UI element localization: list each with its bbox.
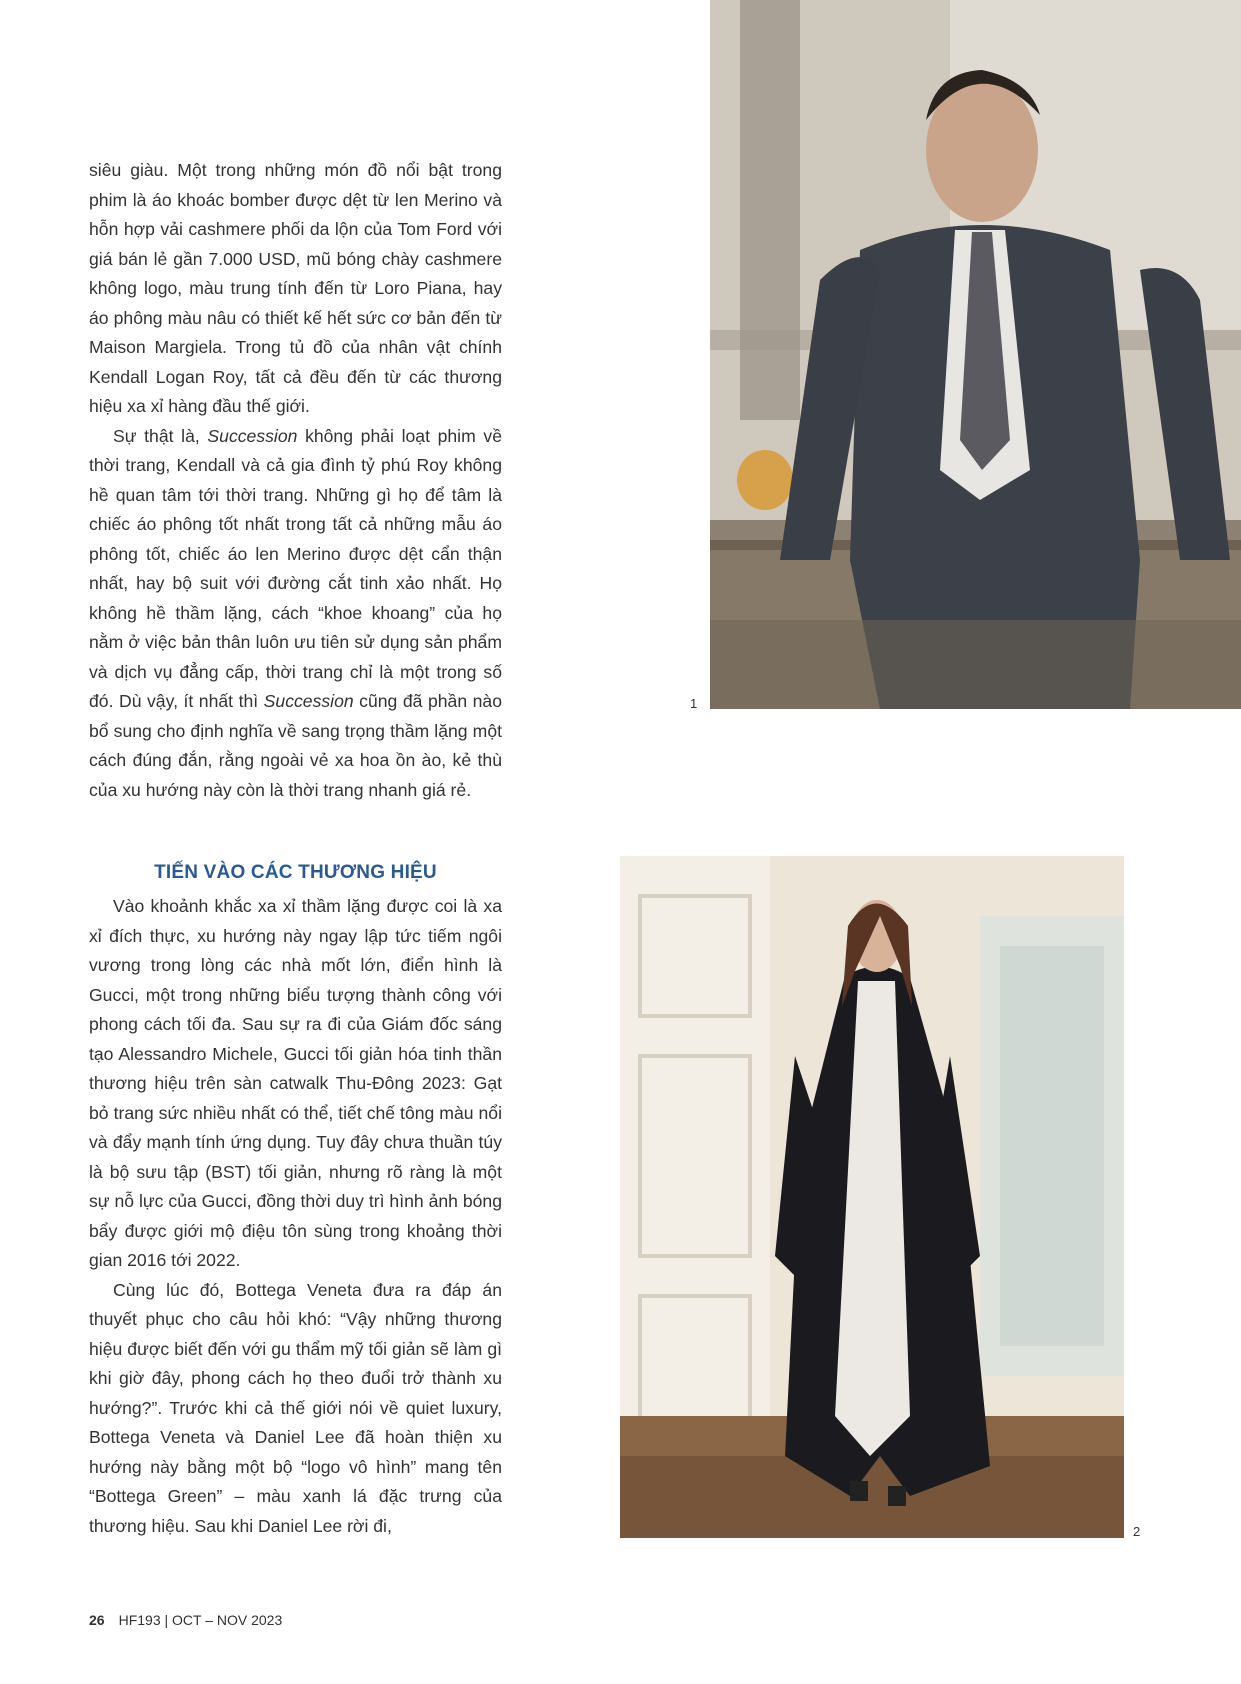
paragraph: siêu giàu. Một trong những món đồ nổi bật trong phim là áo khoác bomber được dệt từ len Merino và hỗn hợp vải cashmere phối da lộn của Tom Ford với giá bán lẻ gần 7.000 USD, mũ bóng chày cashmere không logo, màu trung tính đến từ Loro Piana, hay áo phông màu nâu có thiết kế hết sức cơ bản đến từ Maison Margiela. Trong tủ đồ của nhân vật chính Kendall Logan Roy, tất cả đều đến từ các thương hiệu xa xỉ hàng đầu thế giới.	[89, 160, 502, 416]
photo-woman-in-long-coat-illustration	[620, 856, 1124, 1538]
paragraph: Cùng lúc đó, Bottega Veneta đưa ra đáp án thuyết phục cho câu hỏi khó: “Vậy những thương hiệu được biết đến với gu thẩm mỹ tối giản sẽ làm gì khi giờ đây, phong cách họ theo đuổi trở thành xu hướng?”. Trước khi cả thế giới nói về quiet luxury, Bottega Veneta và Daniel Lee đã hoàn thiện xu hướng này bằng một bộ “logo vô hình” mang tên “Bottega Green” – màu xanh lá đặc trưng của thương hiệu. Sau khi Daniel Lee rời đi,	[89, 1279, 502, 1536]
photo-woman-in-long-coat	[620, 856, 1124, 1538]
photo-man-in-suit-illustration	[710, 0, 1241, 709]
body-text-column-top	[89, 156, 502, 805]
title-italic: Succession	[207, 425, 298, 446]
page-number: 26	[89, 1612, 105, 1628]
section-heading: TIẾN VÀO CÁC THƯƠNG HIỆU	[154, 862, 437, 883]
page-footer	[89, 1612, 282, 1628]
paragraph: Vào khoảnh khắc xa xỉ thầm lặng được coi là xa xỉ đích thực, xu hướng này ngay lập tức tiếm ngôi vương trong lòng các nhà mốt lớn, điển hình là Gucci, một trong những biểu tượng thành công với phong cách tối đa. Sau sự ra đi của Giám đốc sáng tạo Alessandro Michele, Gucci tối giản hóa tinh thần thương hiệu trên sàn catwalk Thu-Đông 2023: Gạt bỏ trang sức nhiều nhất có thể, tiết chế tông màu nổi và đẩy mạnh tính ứng dụng. Tuy đây chưa thuần túy là bộ sưu tập (BST) tối giản, nhưng rõ ràng là một sự nỗ lực của Gucci, đồng thời duy trì hình ảnh bóng bẩy được giới mộ điệu tôn sùng trong khoảng thời gian 2016 tới 2022.	[89, 896, 502, 1270]
issue-info: HF193 | OCT – NOV 2023	[118, 1612, 283, 1628]
figure-number: 2	[1133, 1524, 1141, 1539]
figure-number: 1	[690, 696, 698, 711]
paragraph: Sự thật là, Succession không phải loạt phim về thời trang, Kendall và cả gia đình tỷ phú Roy không hề quan tâm tới thời trang. Những gì họ để tâm là chiếc áo phông tốt nhất trong tất cả những mẫu áo phông tốt, chiếc áo len Merino được dệt cẩn thận nhất, hay bộ suit với đường cắt tinh xảo nhất. Họ không hề thầm lặng, cách “khoe khoang” của họ nằm ở việc bản thân luôn ưu tiên sử dụng sản phẩm và dịch vụ đẳng cấp, thời trang chỉ là một trong số đó. Dù vậy, ít nhất thì Succession cũng đã phần nào bổ sung cho định nghĩa về sang trọng thầm lặng một cách đúng đắn, rằng ngoài vẻ xa hoa ồn ào, kẻ thù của xu hướng này còn là thời trang nhanh giá rẻ.	[89, 425, 502, 800]
title-italic: Succession	[263, 691, 354, 711]
photo-man-in-suit	[710, 0, 1241, 709]
body-text-column-bottom	[89, 892, 502, 1541]
